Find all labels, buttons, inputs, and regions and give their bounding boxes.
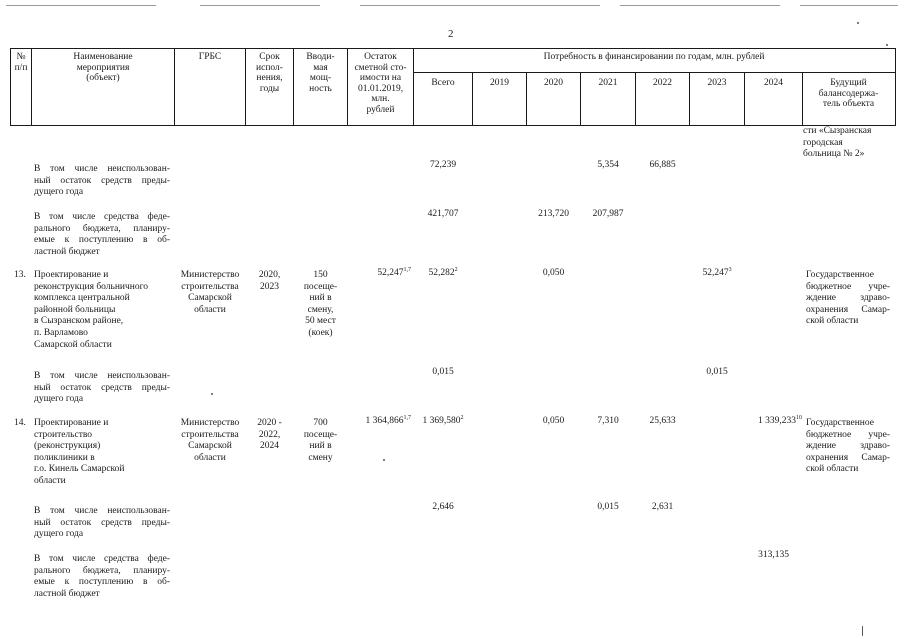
header-col-balance: Остаток сметной сто- имости на 01.01.2019, млн. рублей bbox=[354, 52, 407, 115]
row-balance: 52,247$^{1,7}$ bbox=[377, 267, 411, 278]
header-col-financing: Потребность в финансировании по годам, млн. рублей bbox=[543, 52, 765, 62]
scan-speck bbox=[383, 459, 385, 461]
row-grbs: Министерство строительства Самарской области bbox=[180, 270, 240, 315]
row-capacity: 150 посеще- ний в смену, 50 мест (коек) bbox=[303, 270, 338, 338]
row-term: 2020, 2023 bbox=[258, 270, 281, 292]
header-col-2021: 2021 bbox=[598, 78, 618, 88]
row-holder: Государственное бюджетное учре- ждение здраво- охранения Самар- ской области bbox=[806, 270, 890, 327]
header-col-name: Наименование мероприятия (объект) bbox=[73, 52, 133, 83]
header-col-future-holder: Будущий балансодержа- тель объекта bbox=[818, 78, 879, 109]
cell-2023: 0,015 bbox=[706, 367, 728, 377]
row-total: 52,282$^2$ bbox=[428, 267, 458, 278]
header-col-grbs: ГРБС bbox=[198, 52, 222, 62]
row-number: 13. bbox=[14, 270, 26, 280]
row-grbs: Министерство строительства Самарской области bbox=[180, 418, 240, 463]
header-col-2024: 2024 bbox=[764, 78, 783, 88]
header-col-total: Всего bbox=[431, 78, 455, 88]
row-balance: 1 364,866$^{1,7}$ bbox=[365, 415, 411, 426]
row-total: 1 369,580$^2$ bbox=[422, 415, 464, 426]
cell-2021: 5,354 bbox=[597, 160, 619, 170]
subrow-unused-balance-label: В том числе неиспользован- ный остаток средств преды- дущего года bbox=[34, 371, 170, 405]
cell-total: 0,015 bbox=[432, 367, 454, 377]
holder-continuation: сти «Сызранская городская больница № 2» bbox=[803, 126, 872, 160]
cell-total: 421,707 bbox=[427, 209, 459, 219]
scan-edge-line bbox=[800, 5, 898, 6]
cell-2021: 207,987 bbox=[592, 209, 624, 219]
row-2023: 52,247$^3$ bbox=[702, 267, 732, 278]
subrow-federal-funds-label: В том числе средства феде- рального бюджета, планиру- емые к поступлению в об- ластной бюджет bbox=[34, 212, 170, 257]
subrow-unused-balance-label: В том числе неиспользован- ный остаток средств преды- дущего года bbox=[34, 506, 170, 540]
scan-speck bbox=[886, 44, 888, 46]
subrow-federal-funds-label: В том числе средства феде- рального бюджета, планиру- емые к поступлению в об- ластной бюджет bbox=[34, 554, 170, 599]
header-col-2020: 2020 bbox=[544, 78, 563, 88]
row-2020: 0,050 bbox=[542, 268, 565, 278]
row-2021: 7,310 bbox=[597, 416, 619, 426]
cell-total: 72,239 bbox=[429, 160, 457, 170]
scan-edge-line bbox=[360, 5, 600, 6]
row-capacity: 700 посеще- ний в смену bbox=[303, 418, 338, 463]
cell-2022: 2,631 bbox=[651, 502, 674, 512]
row-holder: Государственное бюджетное учре- ждение здраво- охранения Самар- ской области bbox=[806, 418, 890, 475]
header-col-capacity: Вводи- мая мощ- ность bbox=[306, 52, 335, 94]
header-col-term: Срок испол- нения, годы bbox=[256, 52, 283, 94]
row-2020: 0,050 bbox=[542, 416, 565, 426]
row-term: 2020 - 2022, 2024 bbox=[257, 418, 282, 452]
row-2024: 1 339,233$^{10}$ bbox=[758, 415, 802, 426]
row-number: 14. bbox=[14, 418, 26, 428]
scan-speck bbox=[862, 626, 863, 636]
subrow-unused-balance-label: В том числе неиспользован- ный остаток средств преды- дущего года bbox=[34, 164, 170, 198]
cell-2021: 0,015 bbox=[597, 502, 619, 512]
cell-total: 2,646 bbox=[432, 502, 454, 512]
scan-speck bbox=[857, 22, 859, 24]
row-name: Проектирование и реконструкция больничного комплекса центральной районной больницы в Сызранском районе, п. Варламово Самарской области bbox=[34, 270, 149, 350]
scan-edge-line bbox=[6, 5, 156, 6]
row-name: Проектирование и строительство (реконструкция) поликлиники в г.о. Кинель Самарской области bbox=[34, 418, 125, 486]
page-number: 2 bbox=[448, 28, 454, 40]
header-col-number: № п/п bbox=[14, 52, 28, 73]
header-col-2019: 2019 bbox=[490, 78, 509, 88]
scan-edge-line bbox=[620, 5, 780, 6]
scan-speck bbox=[211, 393, 213, 395]
header-col-2023: 2023 bbox=[707, 78, 727, 88]
row-2022: 25,633 bbox=[649, 416, 676, 426]
scan-edge-line bbox=[200, 5, 320, 6]
header-col-2022: 2022 bbox=[653, 78, 672, 88]
cell-2022: 66,885 bbox=[649, 160, 676, 170]
cell-2020: 213,720 bbox=[538, 209, 569, 219]
cell-2024: 313,135 bbox=[758, 550, 789, 560]
